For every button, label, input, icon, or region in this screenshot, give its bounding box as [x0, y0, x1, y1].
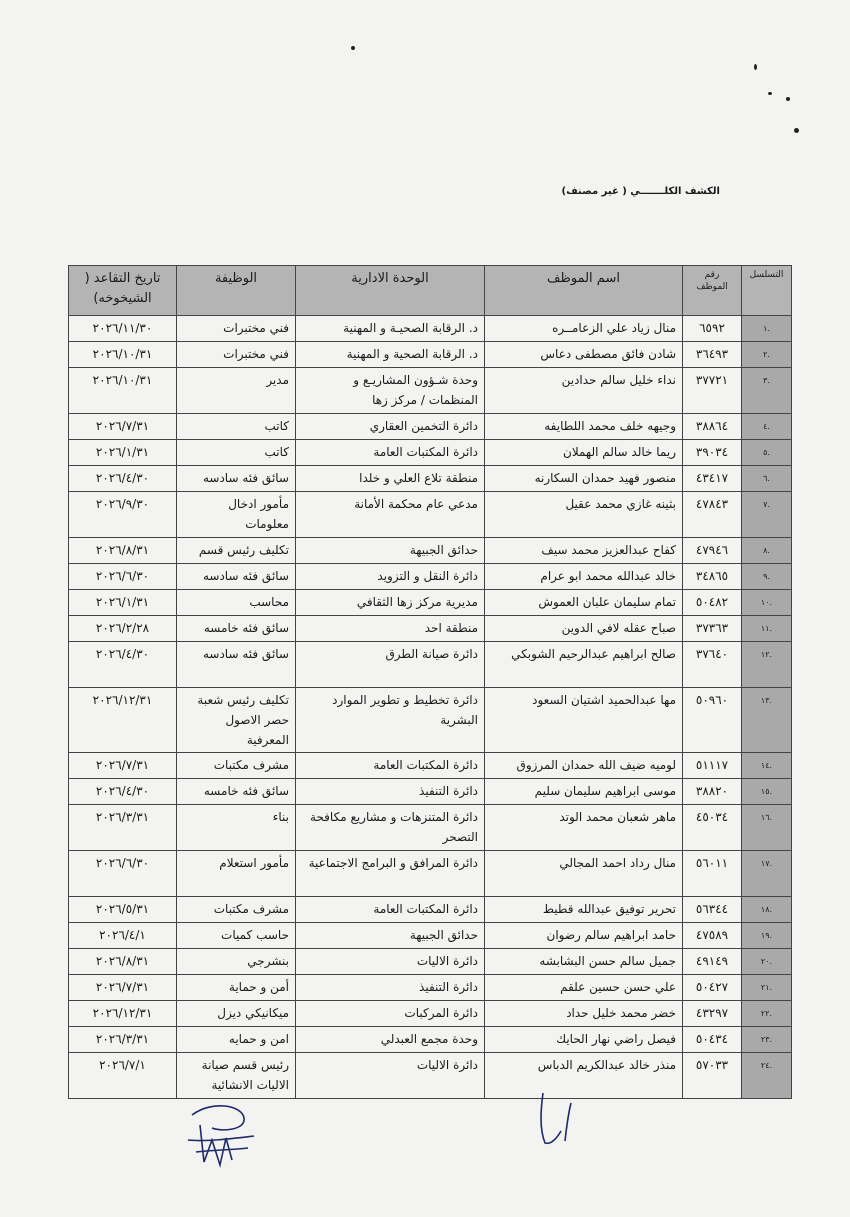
- header-emp-no: رقم الموظف: [683, 266, 742, 316]
- cell-name: منصور فهيد حمدان السكارنه: [485, 466, 683, 492]
- cell-name: شادن فائق مصطفى دعاس: [485, 342, 683, 368]
- cell-serial: .٦: [742, 466, 792, 492]
- cell-serial: .١٥: [742, 779, 792, 805]
- table-row: [69, 616, 792, 642]
- cell-unit: دائرة المكتبات العامة: [296, 897, 485, 923]
- speck: [754, 64, 757, 70]
- table-row: [69, 1001, 792, 1027]
- cell-emp-no: ٣٤٨٦٥: [683, 564, 742, 590]
- cell-unit: مديرية مركز زها الثقافي: [296, 590, 485, 616]
- employee-table: [68, 265, 792, 1099]
- cell-retire: ٢٠٢٦/٣/٣١: [69, 1027, 177, 1053]
- cell-emp-no: ٥١١١٧: [683, 753, 742, 779]
- cell-name: ريما خالد سالم الهملان: [485, 440, 683, 466]
- table-row: [69, 538, 792, 564]
- cell-emp-no: ٥٧٠٣٣: [683, 1053, 742, 1099]
- table-row: [69, 642, 792, 688]
- cell-emp-no: ٥٦٣٤٤: [683, 897, 742, 923]
- cell-retire: ٢٠٢٦/٨/٣١: [69, 949, 177, 975]
- cell-serial: .١٣: [742, 688, 792, 753]
- cell-serial: .١٢: [742, 642, 792, 688]
- cell-retire: ٢٠٢٦/٧/٣١: [69, 975, 177, 1001]
- cell-emp-no: ٤٧٥٨٩: [683, 923, 742, 949]
- cell-serial: .٢٤: [742, 1053, 792, 1099]
- cell-serial: .١٤: [742, 753, 792, 779]
- cell-unit: دائرة صيانة الطرق: [296, 642, 485, 688]
- cell-retire: ٢٠٢٦/١١/٣٠: [69, 316, 177, 342]
- cell-job: مأمور ادخال معلومات: [177, 492, 296, 538]
- cell-unit: حدائق الجبيهة: [296, 538, 485, 564]
- cell-serial: .٥: [742, 440, 792, 466]
- cell-name: جميل سالم حسن البشابشه: [485, 949, 683, 975]
- cell-serial: .٢٠: [742, 949, 792, 975]
- cell-emp-no: ٤٧٩٤٦: [683, 538, 742, 564]
- cell-name: منال زياد علي الزعامــره: [485, 316, 683, 342]
- table-row: [69, 779, 792, 805]
- cell-name: علي حسن حسين علقم: [485, 975, 683, 1001]
- cell-emp-no: ٣٧٣٦٣: [683, 616, 742, 642]
- cell-retire: ٢٠٢٦/٦/٣٠: [69, 851, 177, 897]
- cell-retire: ٢٠٢٦/٤/٣٠: [69, 642, 177, 688]
- cell-name: ماهر شعبان محمد الوتد: [485, 805, 683, 851]
- table-row: [69, 316, 792, 342]
- cell-emp-no: ٤٣٤١٧: [683, 466, 742, 492]
- cell-job: بناء: [177, 805, 296, 851]
- cell-unit: د. الرقابة الصحيـة و المهنية: [296, 316, 485, 342]
- cell-retire: ٢٠٢٦/٣/٣١: [69, 805, 177, 851]
- cell-emp-no: ٥٠٤٨٢: [683, 590, 742, 616]
- cell-emp-no: ٣٦٤٩٣: [683, 342, 742, 368]
- cell-serial: .١٧: [742, 851, 792, 897]
- cell-unit: منطقة احد: [296, 616, 485, 642]
- cell-unit: دائرة المرافق و البرامج الاجتماعية: [296, 851, 485, 897]
- cell-job: مدير: [177, 368, 296, 414]
- cell-unit: دائرة المكتبات العامة: [296, 440, 485, 466]
- speck: [786, 97, 790, 101]
- cell-serial: .٩: [742, 564, 792, 590]
- cell-unit: دائرة المتنزهات و مشاريع مكافحة التصحر: [296, 805, 485, 851]
- cell-retire: ٢٠٢٦/٦/٣٠: [69, 564, 177, 590]
- table-row: [69, 492, 792, 538]
- cell-retire: ٢٠٢٦/٨/٣١: [69, 538, 177, 564]
- cell-emp-no: ٤٩١٤٩: [683, 949, 742, 975]
- header-retire: تاريخ التقاعد ( الشيخوخه): [69, 266, 177, 316]
- cell-name: نداء خليل سالم حدادين: [485, 368, 683, 414]
- cell-unit: دائرة المركبات: [296, 1001, 485, 1027]
- table-header-row: [69, 266, 792, 316]
- table-row: [69, 688, 792, 753]
- cell-emp-no: ٤٥٠٣٤: [683, 805, 742, 851]
- cell-name: خالد عبدالله محمد ابو عرام: [485, 564, 683, 590]
- header-name: اسم الموظف: [485, 266, 683, 316]
- cell-job: مشرف مكتبات: [177, 897, 296, 923]
- cell-name: صباح عقله لافي الدوين: [485, 616, 683, 642]
- table-row: [69, 466, 792, 492]
- header-job: الوظيفة: [177, 266, 296, 316]
- cell-job: كاتب: [177, 414, 296, 440]
- cell-emp-no: ٤٧٨٤٣: [683, 492, 742, 538]
- cell-job: كاتب: [177, 440, 296, 466]
- cell-retire: ٢٠٢٦/٧/١: [69, 1053, 177, 1099]
- cell-unit: وحدة شـؤون المشاريـع و المنظمات / مركز زها: [296, 368, 485, 414]
- cell-emp-no: ٣٨٨٢٠: [683, 779, 742, 805]
- cell-name: فيصل راضي نهار الحايك: [485, 1027, 683, 1053]
- cell-job: بنشرجي: [177, 949, 296, 975]
- cell-emp-no: ٥٠٤٢٧: [683, 975, 742, 1001]
- cell-job: رئيس قسم صيانة الاليات الانشائية: [177, 1053, 296, 1099]
- cell-job: سائق فئه سادسه: [177, 642, 296, 688]
- header-serial: التسلسل: [742, 266, 792, 316]
- header-unit: الوحدة الادارية: [296, 266, 485, 316]
- cell-retire: ٢٠٢٦/١٢/٣١: [69, 688, 177, 753]
- cell-retire: ٢٠٢٦/٢/٢٨: [69, 616, 177, 642]
- cell-unit: حدائق الجبيهة: [296, 923, 485, 949]
- cell-name: حامد ابراهيم سالم رضوان: [485, 923, 683, 949]
- cell-unit: دائرة التخمين العقاري: [296, 414, 485, 440]
- cell-name: خضر محمد خليل حداد: [485, 1001, 683, 1027]
- cell-retire: ٢٠٢٦/١٠/٣١: [69, 342, 177, 368]
- cell-job: حاسب كميات: [177, 923, 296, 949]
- cell-name: تحرير توفيق عبدالله قطيط: [485, 897, 683, 923]
- cell-serial: .٤: [742, 414, 792, 440]
- cell-job: تكليف رئيس شعبة حصر الاصول المعرفية: [177, 688, 296, 753]
- cell-unit: د. الرقابة الصحية و المهنية: [296, 342, 485, 368]
- cell-unit: مدعي عام محكمة الأمانة: [296, 492, 485, 538]
- cell-serial: .٢: [742, 342, 792, 368]
- cell-retire: ٢٠٢٦/١/٣١: [69, 440, 177, 466]
- speck: [794, 128, 799, 133]
- cell-serial: .١٠: [742, 590, 792, 616]
- speck: [351, 46, 355, 50]
- cell-emp-no: ٥٦٠١١: [683, 851, 742, 897]
- cell-emp-no: ٤٣٢٩٧: [683, 1001, 742, 1027]
- table-row: [69, 1053, 792, 1099]
- cell-name: مها عبدالحميد اشتيان السعود: [485, 688, 683, 753]
- cell-serial: .١١: [742, 616, 792, 642]
- cell-name: منال رداد احمد المجالي: [485, 851, 683, 897]
- table-row: [69, 368, 792, 414]
- cell-unit: دائرة التنفيذ: [296, 779, 485, 805]
- cell-serial: .١٦: [742, 805, 792, 851]
- cell-name: لوميه ضيف الله حمدان المرزوق: [485, 753, 683, 779]
- cell-name: كفاح عبدالعزيز محمد سيف: [485, 538, 683, 564]
- table-row: [69, 897, 792, 923]
- cell-job: مشرف مكتبات: [177, 753, 296, 779]
- cell-retire: ٢٠٢٦/٧/٣١: [69, 414, 177, 440]
- cell-emp-no: ٣٧٦٤٠: [683, 642, 742, 688]
- table-row: [69, 590, 792, 616]
- table-row: [69, 342, 792, 368]
- table-row: [69, 805, 792, 851]
- cell-name: بثينه غازي محمد عقيل: [485, 492, 683, 538]
- table-row: [69, 851, 792, 897]
- cell-job: أمن و حماية: [177, 975, 296, 1001]
- cell-unit: دائرة تخطيط و تطوير الموارد البشرية: [296, 688, 485, 753]
- table-row: [69, 1027, 792, 1053]
- table-row: [69, 564, 792, 590]
- table-row: [69, 949, 792, 975]
- cell-name: تمام سليمان علبان العموش: [485, 590, 683, 616]
- page-title: الكشف الكلـــــــي ( غير مصنف): [561, 186, 720, 197]
- cell-job: مأمور استعلام: [177, 851, 296, 897]
- cell-job: تكليف رئيس قسم: [177, 538, 296, 564]
- cell-emp-no: ٥٠٤٣٤: [683, 1027, 742, 1053]
- cell-unit: دائرة النقل و التزويد: [296, 564, 485, 590]
- cell-job: امن و حمايه: [177, 1027, 296, 1053]
- cell-unit: وحدة مجمع العبدلي: [296, 1027, 485, 1053]
- cell-job: محاسب: [177, 590, 296, 616]
- cell-serial: .٨: [742, 538, 792, 564]
- cell-emp-no: ٣٧٧٢١: [683, 368, 742, 414]
- cell-emp-no: ٣٨٨٦٤: [683, 414, 742, 440]
- cell-emp-no: ٥٠٩٦٠: [683, 688, 742, 753]
- cell-job: سائق فئه خامسه: [177, 779, 296, 805]
- cell-serial: .٢٣: [742, 1027, 792, 1053]
- speck: [768, 92, 772, 95]
- cell-name: صالح ابراهيم عبدالرحيم الشوبكي: [485, 642, 683, 688]
- cell-emp-no: ٦٥٩٢: [683, 316, 742, 342]
- cell-retire: ٢٠٢٦/١/٣١: [69, 590, 177, 616]
- cell-retire: ٢٠٢٦/٤/٣٠: [69, 466, 177, 492]
- cell-job: سائق فئه سادسه: [177, 466, 296, 492]
- cell-serial: .٣: [742, 368, 792, 414]
- cell-job: فني مختبرات: [177, 316, 296, 342]
- table-row: [69, 753, 792, 779]
- cell-serial: .٢٢: [742, 1001, 792, 1027]
- cell-unit: دائرة التنفيذ: [296, 975, 485, 1001]
- cell-emp-no: ٣٩٠٣٤: [683, 440, 742, 466]
- cell-unit: دائرة المكتبات العامة: [296, 753, 485, 779]
- table-row: [69, 440, 792, 466]
- cell-unit: دائرة الاليات: [296, 949, 485, 975]
- cell-serial: .١٩: [742, 923, 792, 949]
- cell-job: سائق فئه سادسه: [177, 564, 296, 590]
- cell-serial: .٢١: [742, 975, 792, 1001]
- cell-job: سائق فئه خامسه: [177, 616, 296, 642]
- cell-retire: ٢٠٢٦/٧/٣١: [69, 753, 177, 779]
- cell-name: منذر خالد عبدالكريم الدباس: [485, 1053, 683, 1099]
- cell-serial: .٧: [742, 492, 792, 538]
- table-row: [69, 923, 792, 949]
- cell-retire: ٢٠٢٦/٥/٣١: [69, 897, 177, 923]
- cell-retire: ٢٠٢٦/١٠/٣١: [69, 368, 177, 414]
- cell-name: موسى ابراهيم سليمان سليم: [485, 779, 683, 805]
- cell-job: فني مختبرات: [177, 342, 296, 368]
- cell-retire: ٢٠٢٦/٩/٣٠: [69, 492, 177, 538]
- table-row: [69, 975, 792, 1001]
- cell-retire: ٢٠٢٦/١٢/٣١: [69, 1001, 177, 1027]
- cell-retire: ٢٠٢٦/٤/٣٠: [69, 779, 177, 805]
- cell-job: ميكانيكي ديزل: [177, 1001, 296, 1027]
- signature-left: [182, 1100, 262, 1175]
- signature-middle: [535, 1083, 580, 1148]
- cell-retire: ٢٠٢٦/٤/١: [69, 923, 177, 949]
- cell-unit: دائرة الاليات: [296, 1053, 485, 1099]
- table-row: [69, 414, 792, 440]
- cell-name: وجيهه خلف محمد اللطايفه: [485, 414, 683, 440]
- cell-serial: .١٨: [742, 897, 792, 923]
- cell-unit: منطقة تلاع العلي و خلدا: [296, 466, 485, 492]
- cell-serial: .١: [742, 316, 792, 342]
